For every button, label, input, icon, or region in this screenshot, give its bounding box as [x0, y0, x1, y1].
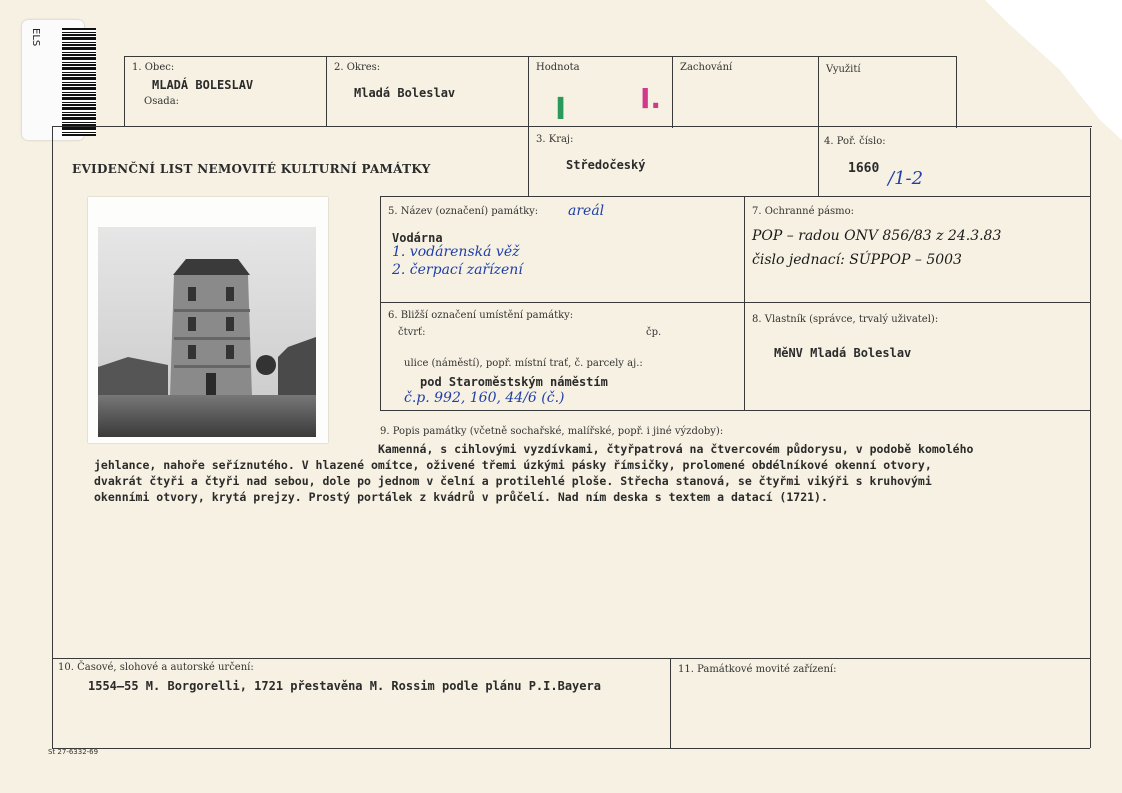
casove-value: 1554–55 M. Borgorelli, 1721 přestavěna M. Rossim podle plánu P.I.Bayera	[88, 679, 601, 693]
ochranne-pasmo-label: 7. Ochranné pásmo:	[752, 206, 855, 217]
rule	[52, 126, 1092, 127]
nazev-label: 5. Název (označení) památky:	[388, 206, 539, 217]
ctvrt-label: čtvrť:	[398, 327, 426, 338]
sticker-code: ELS	[30, 28, 41, 47]
obec-value: MLADÁ BOLESLAV	[152, 78, 254, 92]
por-cislo-label: 4. Poř. číslo:	[824, 136, 886, 147]
kraj-value: Středočeský	[566, 158, 646, 172]
popis-text	[94, 441, 1084, 505]
popis-line: dvakrát čtyři a čtyři nad sebou, dole po jednom v čelní a protilehlé ploše. Střecha stanová, se čtyřmi vikýři s kruhovými	[94, 474, 932, 488]
vlastnik-label: 8. Vlastník (správce, trvalý uživatel):	[752, 314, 939, 325]
vlastnik-value: MěNV Mladá Boleslav	[774, 346, 912, 360]
ulice-value: pod Staroměstským náměstím	[420, 375, 608, 389]
photo-card	[88, 197, 328, 443]
water-tower-photo	[88, 197, 328, 443]
por-cislo-value: 1660	[848, 161, 880, 176]
rule	[326, 56, 327, 126]
barcode-sticker	[22, 20, 84, 140]
kraj-label: 3. Kraj:	[536, 134, 574, 145]
barcode-icon	[62, 28, 96, 136]
rule	[380, 410, 1090, 411]
hodnota-pink-mark: I.	[640, 82, 662, 115]
zachovani-label: Zachování	[680, 62, 733, 73]
popis-label: 9. Popis památky (včetně sochařské, malířské, popř. i jiné výzdoby):	[380, 426, 724, 437]
nazev-handwritten-2: 2. čerpací zařízení	[392, 262, 523, 278]
nazev-value: Vodárna	[392, 231, 443, 245]
casove-label: 10. Časové, slohové a autorské určení:	[58, 662, 254, 673]
rule	[1090, 128, 1091, 748]
form-title: EVIDENČNÍ LIST NEMOVITÉ KULTURNÍ PAMÁTKY	[72, 162, 431, 176]
okres-label: 2. Okres:	[334, 62, 381, 73]
nazev-handwritten-1: 1. vodárenská věž	[392, 244, 520, 260]
popis-line: jehlance, nahoře seříznutého. V hlazené omítce, oživené třemi úzkými pásky římsičky, prolomené obdélníkové okenní otvory,	[94, 458, 932, 472]
rule	[124, 56, 125, 126]
vyuziti-label: Využití	[826, 64, 861, 75]
umisteni-label: 6. Bližší označení umístění památky:	[388, 310, 574, 321]
rule	[672, 56, 673, 128]
rule	[744, 196, 745, 411]
por-cislo-handwritten: /1-2	[888, 168, 924, 189]
rule	[380, 196, 1090, 197]
rule	[380, 196, 381, 411]
rule	[52, 658, 1090, 659]
okres-value: Mladá Boleslav	[354, 86, 456, 100]
rule	[52, 126, 53, 748]
print-code: St 27-6332-69	[48, 748, 99, 756]
obec-label: 1. Obec:	[132, 62, 175, 73]
rule	[380, 302, 1090, 303]
ulice-label: ulice (náměstí), popř. místní trať, č. parcely aj.:	[404, 358, 643, 369]
osada-label: Osada:	[144, 96, 180, 107]
cp-label: čp.	[646, 327, 662, 338]
hodnota-green-mark: I	[555, 92, 567, 127]
umisteni-handwritten: č.p. 992, 160, 44/6 (č.)	[404, 390, 565, 406]
rule	[52, 748, 1090, 749]
nazev-handwritten-top: areál	[568, 203, 605, 219]
movite-label: 11. Památkové movité zařízení:	[678, 664, 837, 675]
popis-line: okenními otvory, krytá prejzy. Prostý portálek z kvádrů v průčelí. Nad ním deska s textem a datací (1721).	[94, 490, 828, 504]
ochranne-pasmo-handwritten-2: čislo jednací: SÚPPOP – 5003	[752, 252, 962, 268]
hodnota-label: Hodnota	[536, 62, 580, 73]
rule	[670, 658, 671, 748]
ochranne-pasmo-handwritten-1: POP – radou ONV 856/83 z 24.3.83	[752, 228, 1002, 244]
rule	[956, 56, 957, 128]
rule	[124, 56, 956, 57]
popis-line: Kamenná, s cihlovými vyzdívkami, čtyřpatrová na čtvercovém půdorysu, v podobě komolého	[378, 442, 974, 456]
